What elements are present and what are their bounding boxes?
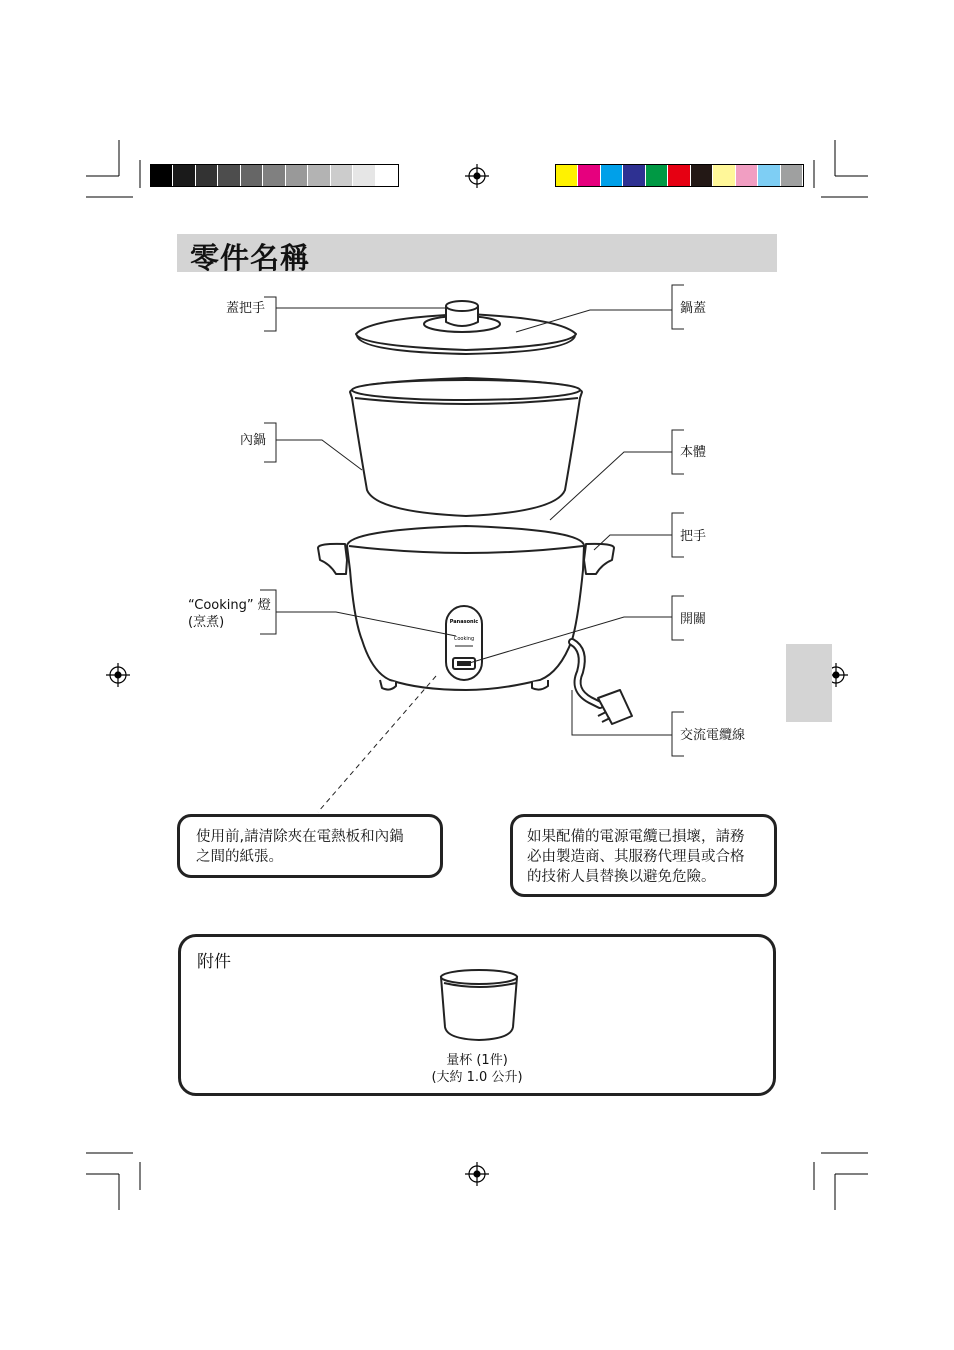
- note-cord-line-1: 如果配備的電源電纜已損壞，請務: [527, 829, 745, 845]
- label-handle: 把手: [680, 529, 707, 544]
- note-cord-line-3: 的技術人員替換以避免危險。: [527, 869, 716, 885]
- note-paper-line-1: 使用前,請清除夾在電熱板和內鍋: [196, 829, 404, 845]
- plug-icon: [598, 690, 632, 724]
- accessories-title: 附件: [197, 952, 231, 972]
- panel-cooking: Cooking: [453, 636, 475, 642]
- note-cord-warning: [510, 814, 777, 897]
- cooker-body-shape: [318, 544, 347, 574]
- label-lid: 鍋蓋: [680, 301, 707, 316]
- note-paper-removal: [177, 814, 443, 878]
- accessory-item-capacity: (大約 1.0 公升): [431, 1070, 523, 1085]
- note-cord-line-2: 必由製造商、其服務代理員或合格: [527, 849, 745, 865]
- label-inner-pot: 內鍋: [240, 433, 267, 448]
- label-body: 本體: [680, 445, 707, 460]
- note-paper-line-2: 之間的紙張。: [196, 849, 283, 865]
- label-cooking-lamp: “Cooking” 燈: [188, 598, 271, 613]
- panel-brand: Panasonic: [449, 619, 479, 625]
- measuring-cup-icon: [437, 967, 523, 1047]
- handle-right-shape: [584, 544, 614, 574]
- accessory-item-name: 量杯 (1件): [446, 1053, 508, 1068]
- label-lid-knob: 蓋把手: [226, 301, 266, 316]
- page-title: 零件名稱: [190, 241, 311, 275]
- label-ac-cord: 交流電纜線: [680, 728, 746, 743]
- accessories-box: [178, 934, 776, 1096]
- label-switch: 開關: [680, 612, 707, 627]
- label-cooking-lamp-sub: (烹煮): [188, 615, 225, 630]
